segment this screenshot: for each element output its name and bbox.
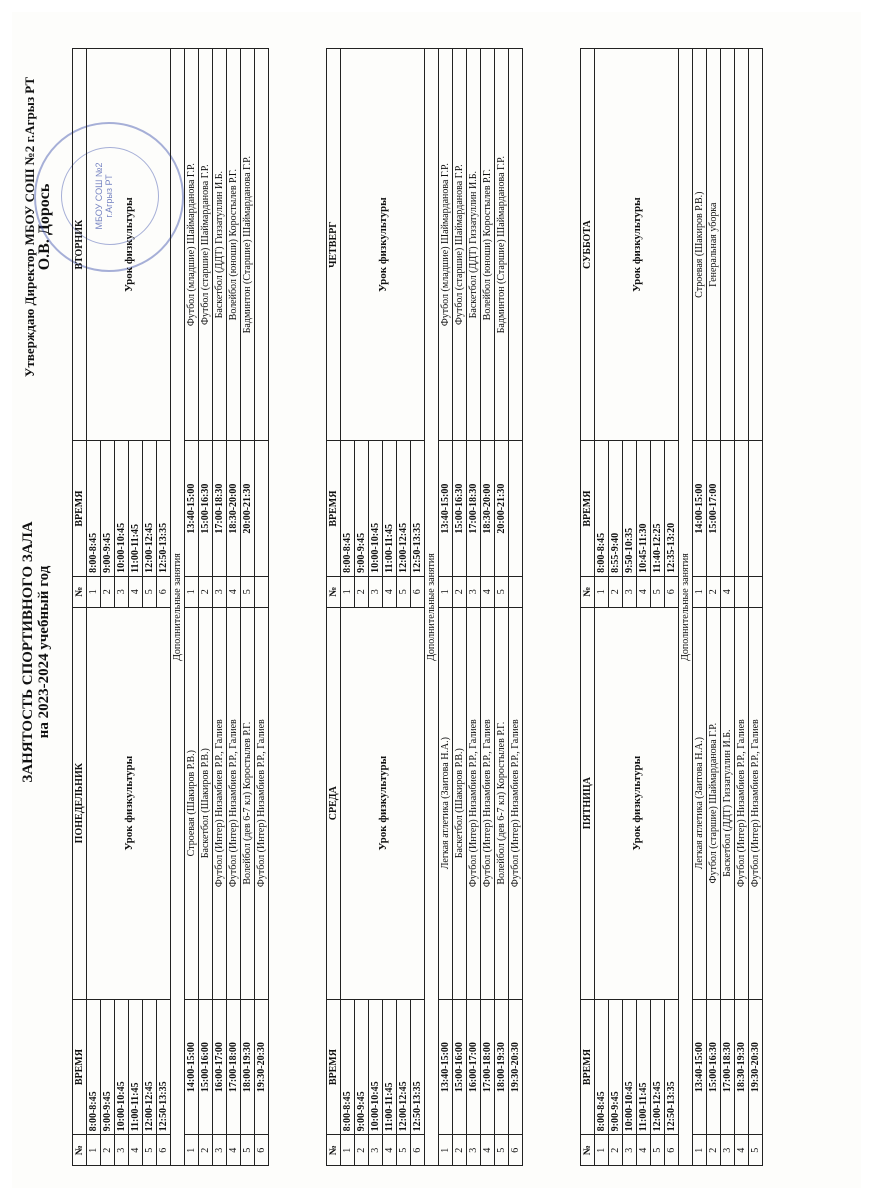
lesson-time: 12:50-13:35 — [157, 999, 171, 1135]
lesson-number: 1 — [341, 576, 355, 607]
lesson-time: 12:00-12:45 — [397, 999, 411, 1135]
lesson-time: 10:00-10:45 — [115, 999, 129, 1135]
lesson-time: 8:00-8:45 — [595, 441, 609, 577]
extra-time — [721, 441, 735, 577]
extra-time — [509, 441, 523, 577]
extra-time: 18:00-19:30 — [241, 999, 255, 1135]
lesson-number: 2 — [101, 576, 115, 607]
col-num-header: № — [581, 576, 595, 607]
lesson-number: 3 — [115, 576, 129, 607]
lesson-number: 4 — [637, 1135, 651, 1166]
extra-row — [467, 49, 481, 1166]
lesson-time: 11:00-11:45 — [383, 999, 397, 1135]
extra-number: 2 — [707, 1135, 721, 1166]
col-num-header: № — [73, 1135, 87, 1166]
extra-time: 17:00-18:30 — [213, 441, 227, 577]
extra-row — [735, 49, 749, 1166]
lesson-number: 2 — [609, 576, 623, 607]
extra-activity: Футбол (Интер) Низамбиев Р.Р., Галиев — [509, 607, 523, 999]
header-row — [581, 49, 595, 1166]
extra-time: 19:30-20:30 — [255, 999, 269, 1135]
lesson-number: 4 — [637, 576, 651, 607]
extra-label: Дополнительные занятия — [679, 49, 693, 1166]
lesson-row — [595, 49, 609, 1166]
lesson-time: 12:00-12:45 — [143, 441, 157, 577]
extra-activity: Футбол (старшие) Шаймарданова Г.Р. — [453, 49, 467, 441]
extra-time: 13:40-15:00 — [439, 999, 453, 1135]
lesson-number: 4 — [383, 1135, 397, 1166]
lesson-time: 9:50-10:35 — [623, 441, 637, 577]
lesson-time: 11:00-11:45 — [383, 441, 397, 577]
lesson-time: 8:55-9:40 — [609, 441, 623, 577]
extra-time: 15:00-16:30 — [199, 441, 213, 577]
lesson-time: 9:00-9:45 — [609, 999, 623, 1135]
header-row — [73, 49, 87, 1166]
lesson-number: 3 — [623, 576, 637, 607]
lesson-time: 12:00-12:45 — [651, 999, 665, 1135]
extra-time: 15:00-16:30 — [453, 441, 467, 577]
extra-activity — [735, 49, 749, 441]
lesson-label: Урок физкультуры — [341, 607, 425, 999]
extra-number: 4 — [227, 576, 241, 607]
extra-row — [481, 49, 495, 1166]
day-header: СУББОТА — [581, 49, 595, 441]
col-num-header: № — [327, 576, 341, 607]
lesson-number: 6 — [157, 1135, 171, 1166]
extra-time: 15:00-16:00 — [199, 999, 213, 1135]
lesson-time: 8:00-8:45 — [341, 999, 355, 1135]
extra-time: 18:30-20:00 — [227, 441, 241, 577]
lesson-number: 1 — [341, 1135, 355, 1166]
extra-row — [255, 49, 269, 1166]
title-line-1: ЗАНЯТОСТЬ СПОРТИВНОГО ЗАЛА — [20, 521, 36, 783]
extra-number: 1 — [185, 1135, 199, 1166]
lesson-number: 5 — [651, 1135, 665, 1166]
lesson-number: 6 — [665, 1135, 679, 1166]
lesson-time: 12:00-12:45 — [143, 999, 157, 1135]
lesson-label: Урок физкультуры — [341, 49, 425, 441]
extra-activity — [255, 49, 269, 441]
lesson-time: 9:00-9:45 — [355, 999, 369, 1135]
lesson-number: 2 — [101, 1135, 115, 1166]
extra-row — [185, 49, 199, 1166]
extra-activity: Баскетбол (ДДТ) Гиззатуллин И.Б. — [213, 49, 227, 441]
extra-label-row — [171, 49, 185, 1166]
day-header: ЧЕТВЕРГ — [327, 49, 341, 441]
extra-number: 1 — [439, 576, 453, 607]
lesson-label: Урок физкультуры — [87, 607, 171, 999]
extra-time — [255, 441, 269, 577]
extra-time: 20:00-21:30 — [241, 441, 255, 577]
extra-number: 2 — [199, 576, 213, 607]
extra-time: 18:00-19:30 — [495, 999, 509, 1135]
lesson-time: 10:00-10:45 — [623, 999, 637, 1135]
title-line-2: на 2023-2024 учебный год — [36, 565, 52, 739]
extra-number: 5 — [495, 576, 509, 607]
lesson-number: 4 — [383, 576, 397, 607]
extra-number: 1 — [439, 1135, 453, 1166]
extra-row — [213, 49, 227, 1166]
extra-row — [721, 49, 735, 1166]
col-time-header: ВРЕМЯ — [581, 441, 595, 577]
extra-time: 15:00-16:30 — [707, 999, 721, 1135]
lesson-number: 3 — [369, 1135, 383, 1166]
lesson-number: 6 — [411, 576, 425, 607]
col-time-header: ВРЕМЯ — [73, 999, 87, 1135]
extra-number: 2 — [453, 1135, 467, 1166]
lesson-row — [341, 49, 355, 1166]
extra-number: 6 — [509, 1135, 523, 1166]
lesson-label: Урок физкультуры — [595, 49, 679, 441]
lesson-time: 10:00-10:45 — [115, 441, 129, 577]
header-row — [327, 49, 341, 1166]
extra-label: Дополнительные занятия — [425, 49, 439, 1166]
extra-time: 17:00-18:00 — [481, 999, 495, 1135]
col-num-header: № — [327, 1135, 341, 1166]
lesson-number: 1 — [595, 576, 609, 607]
extra-time: 17:00-18:30 — [721, 999, 735, 1135]
extra-number: 4 — [735, 1135, 749, 1166]
lesson-number: 4 — [129, 1135, 143, 1166]
extra-time: 19:30-20:30 — [509, 999, 523, 1135]
lesson-time: 9:00-9:45 — [101, 999, 115, 1135]
lesson-number: 3 — [369, 576, 383, 607]
page-title — [20, 462, 52, 842]
extra-number: 1 — [693, 576, 707, 607]
extra-number: 3 — [467, 576, 481, 607]
extra-activity: Волейбол (дев 6-7 кл) Коростылев Р.Г. — [241, 607, 255, 999]
day-header: ПОНЕДЕЛЬНИК — [73, 607, 87, 999]
lesson-label: Урок физкультуры — [87, 49, 171, 441]
col-time-header: ВРЕМЯ — [73, 441, 87, 577]
extra-activity: Баскетбол (ДДТ) Гиззатуллин И.Б. — [721, 607, 735, 999]
lesson-time: 12:50-13:35 — [411, 999, 425, 1135]
extra-label: Дополнительные занятия — [171, 49, 185, 1166]
lesson-number: 6 — [157, 576, 171, 607]
extra-time: 15:00-17:00 — [707, 441, 721, 577]
lesson-time: 9:00-9:45 — [101, 441, 115, 577]
extra-activity: Легкая атлетика (Заитова Н.А.) — [439, 607, 453, 999]
lesson-number: 5 — [397, 1135, 411, 1166]
extra-number: 5 — [241, 1135, 255, 1166]
extra-label-row — [679, 49, 693, 1166]
extra-time: 16:00-17:00 — [213, 999, 227, 1135]
extra-activity: Футбол (младшие) Шаймарданова Г.Р. — [439, 49, 453, 441]
lesson-time: 10:45-11:30 — [637, 441, 651, 577]
lesson-number: 6 — [411, 1135, 425, 1166]
extra-number — [749, 576, 763, 607]
lesson-time: 11:00-11:45 — [637, 999, 651, 1135]
extra-activity: Футбол (Интер) Низамбиев Р.Р., Галиев — [735, 607, 749, 999]
extra-number — [509, 576, 523, 607]
approval-line: Утверждаю Директор МБОУ СОШ №2 г.Агрыз РТ — [22, 76, 37, 378]
extra-number: 4 — [227, 1135, 241, 1166]
extra-activity: Футбол (Интер) Низамбиев Р.Р., Галиев — [227, 607, 241, 999]
lesson-number: 6 — [665, 576, 679, 607]
rotated-page — [12, 42, 847, 1172]
extra-time: 13:40-15:00 — [693, 999, 707, 1135]
extra-row — [439, 49, 453, 1166]
col-num-header: № — [581, 1135, 595, 1166]
document-sheet — [12, 12, 861, 1188]
extra-time: 17:00-18:00 — [227, 999, 241, 1135]
extra-number: 2 — [453, 576, 467, 607]
extra-time: 15:00-16:00 — [453, 999, 467, 1135]
lesson-number: 3 — [115, 1135, 129, 1166]
lesson-time: 8:00-8:45 — [595, 999, 609, 1135]
extra-activity: Баскетбол (Шакиров Р.В.) — [199, 607, 213, 999]
lesson-number: 5 — [397, 576, 411, 607]
extra-activity: Баскетбол (ДДТ) Гиззатуллин И.Б. — [467, 49, 481, 441]
extra-time — [749, 441, 763, 577]
extra-number: 1 — [185, 576, 199, 607]
lesson-time: 12:50-13:35 — [665, 999, 679, 1135]
extra-activity: Волейбол (дев 6-7 кл) Коростылев Р.Г. — [495, 607, 509, 999]
lesson-label: Урок физкультуры — [595, 607, 679, 999]
lesson-number: 5 — [651, 576, 665, 607]
extra-number: 5 — [749, 1135, 763, 1166]
lesson-number: 1 — [87, 1135, 101, 1166]
extra-row — [495, 49, 509, 1166]
lesson-row — [87, 49, 101, 1166]
extra-number — [255, 576, 269, 607]
col-time-header: ВРЕМЯ — [581, 999, 595, 1135]
extra-time: 18:30-19:30 — [735, 999, 749, 1135]
lesson-number: 5 — [143, 576, 157, 607]
extra-row — [227, 49, 241, 1166]
extra-activity: Футбол (Интер) Низамбиев Р.Р., Галиев — [481, 607, 495, 999]
lesson-time: 10:00-10:45 — [369, 441, 383, 577]
extra-time: 20:00-21:30 — [495, 441, 509, 577]
extra-activity — [749, 49, 763, 441]
lesson-time: 12:00-12:45 — [397, 441, 411, 577]
lesson-number: 1 — [87, 576, 101, 607]
col-time-header: ВРЕМЯ — [327, 999, 341, 1135]
lesson-time: 10:00-10:45 — [369, 999, 383, 1135]
col-time-header: ВРЕМЯ — [327, 441, 341, 577]
lesson-time: 11:00-11:45 — [129, 441, 143, 577]
extra-row — [693, 49, 707, 1166]
extra-time: 17:00-18:30 — [467, 441, 481, 577]
lesson-time: 11:40-12:25 — [651, 441, 665, 577]
extra-number: 2 — [707, 576, 721, 607]
director-name: О.В. Дорось — [36, 183, 53, 271]
extra-time — [735, 441, 749, 577]
extra-time: 19:30-20:30 — [749, 999, 763, 1135]
extra-row — [199, 49, 213, 1166]
lesson-number: 1 — [595, 1135, 609, 1166]
extra-activity: Генеральная уборка — [707, 49, 721, 441]
extra-time: 13:40-15:00 — [185, 441, 199, 577]
lesson-time: 8:00-8:45 — [341, 441, 355, 577]
extra-activity — [721, 49, 735, 441]
extra-activity: Футбол (Интер) Низамбиев Р.Р., Галиев — [749, 607, 763, 999]
extra-row — [749, 49, 763, 1166]
extra-number: 3 — [213, 1135, 227, 1166]
extra-time: 14:00-15:00 — [185, 999, 199, 1135]
extra-activity: Футбол (Интер) Низамбиев Р.Р., Галиев — [467, 607, 481, 999]
stamp-text: МБОУ СОШ №2 г.Агрыз РТ — [94, 162, 114, 230]
extra-activity: Бадминтон (Старшие) Шаймарданова Г.Р. — [241, 49, 255, 441]
extra-row — [509, 49, 523, 1166]
lesson-time: 11:00-11:45 — [129, 999, 143, 1135]
extra-activity: Волейбол (юноши) Коростылев Р.Г. — [481, 49, 495, 441]
extra-number: 4 — [481, 1135, 495, 1166]
extra-activity: Волейбол (юноши) Коростылев Р.Г. — [227, 49, 241, 441]
extra-label-row — [425, 49, 439, 1166]
lesson-number: 2 — [355, 576, 369, 607]
extra-activity: Баскетбол (Шакиров Р.В.) — [453, 607, 467, 999]
extra-number: 6 — [255, 1135, 269, 1166]
extra-activity: Футбол (старшие) Шаймарданова Г.Р. — [707, 607, 721, 999]
extra-number: 3 — [213, 576, 227, 607]
extra-number: 5 — [495, 1135, 509, 1166]
lesson-number: 4 — [129, 576, 143, 607]
lesson-time: 8:00-8:45 — [87, 441, 101, 577]
lesson-number: 5 — [143, 1135, 157, 1166]
extra-row — [241, 49, 255, 1166]
extra-number: 2 — [199, 1135, 213, 1166]
day-header: СРЕДА — [327, 607, 341, 999]
lesson-time: 9:00-9:45 — [355, 441, 369, 577]
extra-number: 1 — [693, 1135, 707, 1166]
extra-activity: Футбол (Интер) Низамбиев Р.Р., Галиев — [213, 607, 227, 999]
lesson-time: 12:50-13:35 — [157, 441, 171, 577]
extra-activity: Строевая (Шакиров Р.В.) — [693, 49, 707, 441]
day-header: ВТОРНИК — [73, 49, 87, 441]
schedule-block — [326, 48, 523, 1166]
extra-activity: Футбол (старшие) Шаймарданова Г.Р. — [199, 49, 213, 441]
extra-time: 14:00-15:00 — [693, 441, 707, 577]
extra-time: 18:30-20:00 — [481, 441, 495, 577]
col-num-header: № — [73, 576, 87, 607]
extra-row — [453, 49, 467, 1166]
lesson-number: 3 — [623, 1135, 637, 1166]
extra-activity: Легкая атлетика (Заитова Н.А.) — [693, 607, 707, 999]
extra-activity — [509, 49, 523, 441]
lesson-time: 12:35-13:20 — [665, 441, 679, 577]
lesson-number: 2 — [355, 1135, 369, 1166]
extra-number — [735, 576, 749, 607]
extra-row — [707, 49, 721, 1166]
lesson-time: 12:50-13:35 — [411, 441, 425, 577]
extra-activity: Футбол (Интер) Низамбиев Р.Р., Галиев — [255, 607, 269, 999]
extra-number: 4 — [721, 576, 735, 607]
extra-number: 3 — [467, 1135, 481, 1166]
extra-activity: Футбол (младшие) Шаймарданова Г.Р. — [185, 49, 199, 441]
schedule-block — [580, 48, 763, 1166]
extra-number: 5 — [241, 576, 255, 607]
extra-activity: Строевая (Шакиров Р.В.) — [185, 607, 199, 999]
extra-time: 13:40-15:00 — [439, 441, 453, 577]
extra-number: 3 — [721, 1135, 735, 1166]
lesson-time: 8:00-8:45 — [87, 999, 101, 1135]
day-header: ПЯТНИЦА — [581, 607, 595, 999]
schedule-block — [72, 48, 269, 1166]
lesson-number: 2 — [609, 1135, 623, 1166]
extra-activity: Бадминтон (Старшие) Шаймарданова Г.Р. — [495, 49, 509, 441]
extra-time: 16:00-17:00 — [467, 999, 481, 1135]
extra-number: 4 — [481, 576, 495, 607]
